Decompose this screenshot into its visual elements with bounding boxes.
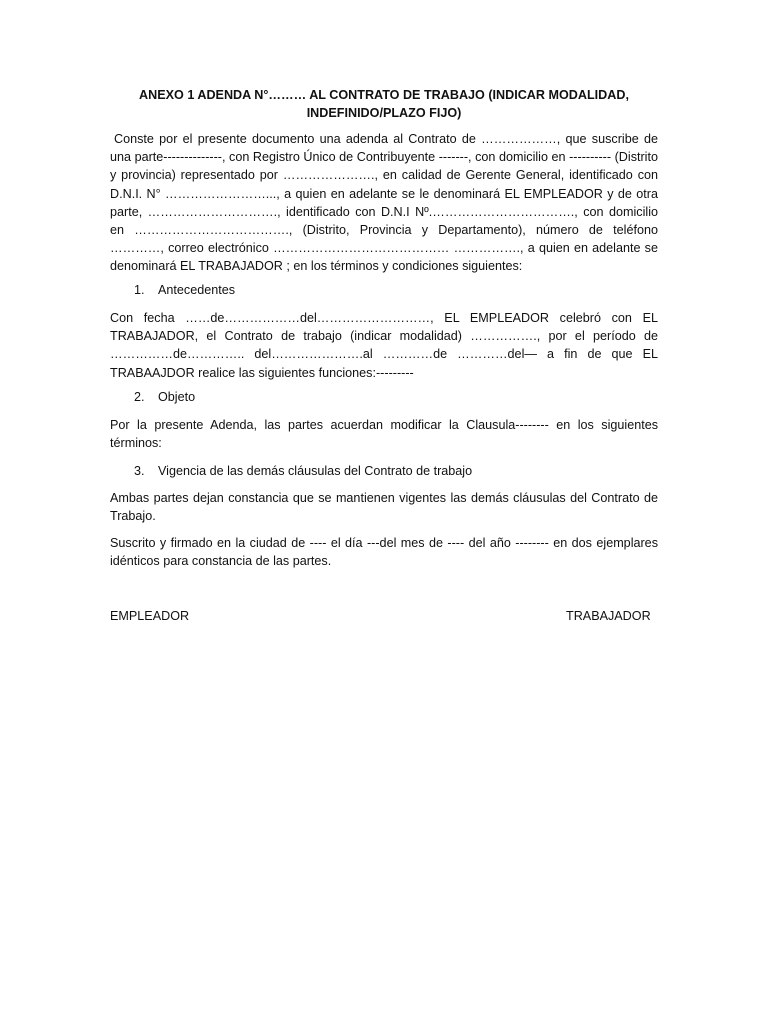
section-number: 1.: [134, 283, 145, 297]
section-heading-antecedentes: [134, 281, 235, 299]
document-title: ANEXO 1 ADENDA N°……… AL CONTRATO DE TRABAJO (INDICAR MODALIDAD, INDEFINIDO/PLAZO FIJO): [139, 88, 629, 120]
section-body-antecedentes: Con fecha ……de………………del………………………, EL EMPLEADOR celebró con EL TRABAJADOR, el Contrato de trabajo (indicar modalidad) ……………., por el período de ……………de………….. del………………….al …………de …………del— a fin de que EL TRABAAJDOR realice las siguientes funciones:---------: [110, 311, 658, 380]
signature-worker: TRABAJADOR: [566, 609, 651, 623]
section-number: 2.: [134, 390, 145, 404]
section-body-vigencia: Ambas partes dejan constancia que se mantienen vigentes las demás cláusulas del Contrato de Trabajo.: [110, 491, 658, 524]
section-title: Vigencia de las demás cláusulas del Contrato de trabajo: [158, 464, 473, 478]
section-heading-objeto: [134, 388, 195, 406]
closing-paragraph: Suscrito y firmado en la ciudad de ---- el día ---del mes de ---- del año -------- en dos ejemplares idénticos para constancia de las partes.: [110, 536, 658, 569]
section-number: 3.: [134, 464, 145, 478]
section-title: Objeto: [158, 390, 196, 404]
section-body-objeto: Por la presente Adenda, las partes acuerdan modificar la Clausula-------- en los siguientes términos:: [110, 418, 658, 451]
section-heading-vigencia: [134, 462, 472, 480]
intro-paragraph: Conste por el presente documento una adenda al Contrato de ………………, que suscribe de una parte--------------, con Registro Único de Contribuyente -------, con domicilio en ---------- (Distrito y provincia) representado por …………………., en calidad de Gerente General, identificado con D.N.I. N° ……………………..., a quien en adelante se le denominará EL EMPLEADOR y de otra parte, …………………………., identificado con D.N.I Nº.……………………………., con domicilio en ………………………………., (Distrito, Provincia y Departamento), número de teléfono …………, correo electrónico …………………………………… ……………., a quien en adelante se denominará EL TRABAJADOR ; en los términos y condiciones siguientes:: [110, 132, 658, 274]
signature-employer: EMPLEADOR: [110, 609, 190, 623]
section-title: Antecedentes: [158, 283, 236, 297]
